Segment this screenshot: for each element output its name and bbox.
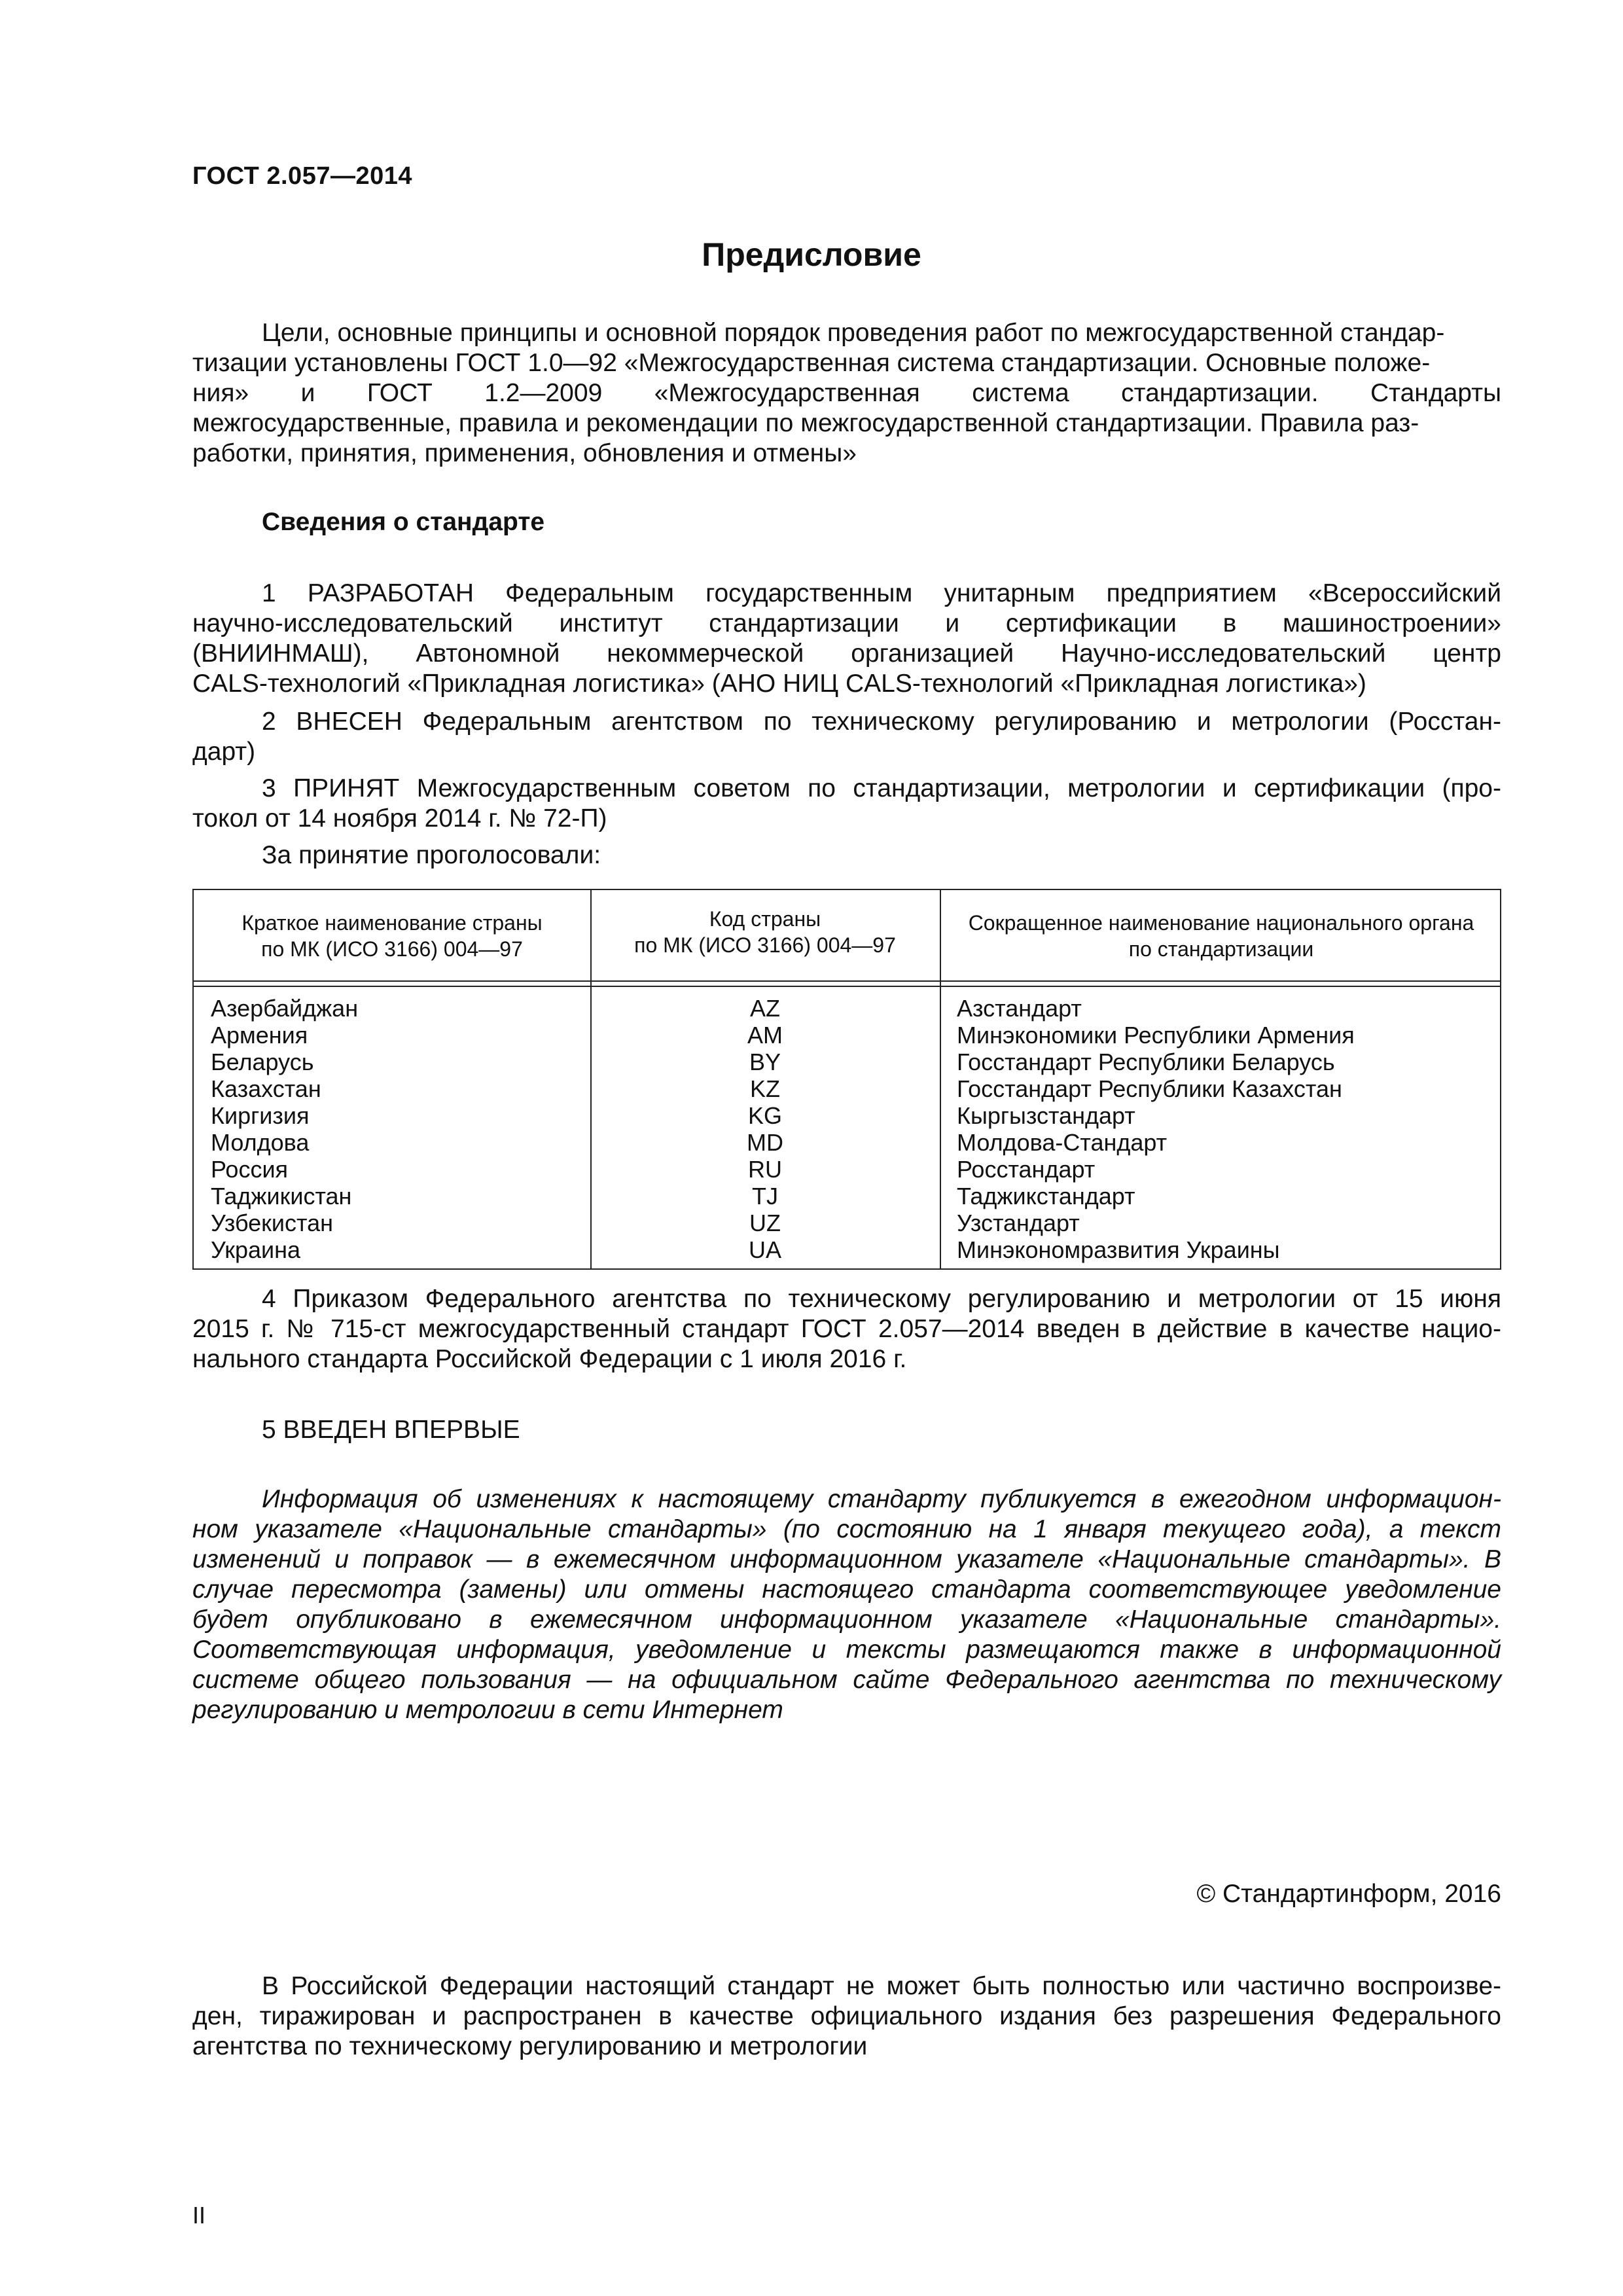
foreword-line: тизации установлены ГОСТ 1.0—92 «Межгосударственная система стандартизации. Основные положе- — [192, 349, 1431, 377]
foreword-paragraph — [192, 318, 1501, 469]
table-row: Узбекистан UZ Узстандарт — [211, 1210, 1080, 1236]
table-row: Таджикистан TJ Таджикстандарт — [211, 1183, 1135, 1210]
legal-paragraph — [192, 1971, 1501, 2062]
info-line: 4 Приказом Федерального агентства по техническому регулированию и метрологии от 15 июня — [262, 1285, 1501, 1313]
table-header-body: Сокращенное наименование национального органа по стандартизации — [968, 911, 1474, 961]
info-line: 2015 г. № 715-ст межгосударственный стандарт ГОСТ 2.057—2014 введен в действие в качестве нацио- — [192, 1315, 1501, 1343]
info-line: 1 РАЗРАБОТАН Федеральным государственным унитарным предприятием «Всероссийский — [262, 579, 1501, 607]
info-item-1 — [192, 579, 1501, 699]
foreword-line: Цели, основные принципы и основной порядок проведения работ по межгосударственной стандар- — [262, 319, 1445, 347]
table-header-code: Код страны по МК (ИСО 3166) 004—97 — [634, 907, 896, 957]
notice-paragraph — [192, 1484, 1501, 1725]
voted-line: За принятие проголосовали: — [262, 841, 601, 869]
table-header-separator — [194, 980, 1500, 982]
table-row: Казахстан KZ Госстандарт Республики Казахстан — [211, 1075, 1342, 1102]
info-item-2 — [192, 707, 1501, 767]
info-line: 2 ВНЕСЕН Федеральным агентством по техническому регулированию и метрологии (Росстан- — [262, 708, 1501, 736]
info-line: нального стандарта Российской Федерации с 1 июля 2016 г. — [192, 1345, 907, 1373]
notice-line: Информация об изменениях к настоящему стандарту публикуется в ежегодном информацион- — [262, 1485, 1501, 1513]
table-row: Россия RU Росстандарт — [211, 1156, 1096, 1183]
info-line: токол от 14 ноября 2014 г. № 72-П) — [192, 804, 607, 833]
table-header-country: Краткое наименование страны по МК (ИСО 3166) 004—97 — [241, 911, 543, 961]
notice-line: системе общего пользования — на официальном сайте Федерального агентства по техническому — [192, 1666, 1501, 1694]
voting-table — [192, 889, 1501, 1270]
notice-line: регулированию и метрологии в сети Интернет — [192, 1696, 783, 1724]
info-item-5: 5 ВВЕДЕН ВПЕРВЫЕ — [262, 1416, 520, 1444]
info-line: (ВНИИНМАШ), Автономной некоммерческой организацией Научно-исследовательский центр — [192, 639, 1501, 668]
foreword-line: ния» и ГОСТ 1.2—2009 «Межгосударственная система стандартизации. Стандарты — [192, 379, 1501, 407]
section-heading: Сведения о стандарте — [262, 508, 545, 536]
table-row: Киргизия KG Кыргызстандарт — [211, 1102, 1135, 1129]
notice-line: случае пересмотра (замены) или отмены настоящего стандарта соответствующее уведомление — [192, 1575, 1501, 1604]
info-line: научно-исследовательский институт стандартизации и сертификации в машиностроении» — [192, 609, 1501, 637]
table-row: Армения AM Минэкономики Республики Армения — [211, 1022, 1355, 1049]
foreword-line: работки, принятия, применения, обновления и отмены» — [192, 439, 857, 467]
legal-line: агентства по техническому регулированию и метрологии — [192, 2032, 868, 2060]
table-row: Украина UA Минэкономразвития Украины — [211, 1236, 1280, 1263]
info-item-3 — [192, 774, 1501, 834]
table-row: Молдова MD Молдова-Стандарт — [211, 1129, 1168, 1156]
notice-line: изменений и поправок — в ежемесячном информационном указателе «Национальные стандарты». В — [192, 1545, 1501, 1573]
info-line: 3 ПРИНЯТ Межгосударственным советом по стандартизации, метрологии и сертификации (про- — [262, 774, 1501, 802]
foreword-line: межгосударственные, правила и рекомендации по межгосударственной стандартизации. Правила раз- — [192, 409, 1419, 437]
copyright: © Стандартинформ, 2016 — [1196, 1880, 1501, 1908]
document-code: ГОСТ 2.057—2014 — [192, 162, 412, 190]
page-number: II — [192, 2202, 206, 2229]
table-header-separator — [194, 986, 1500, 987]
page-title: Предисловие — [702, 236, 921, 273]
table-row: Беларусь BY Госстандарт Республики Беларусь — [211, 1049, 1335, 1075]
notice-line: будет опубликовано в ежемесячном информационном указателе «Национальные стандарты». — [192, 1605, 1501, 1634]
info-item-4 — [192, 1284, 1501, 1374]
notice-line: Соответствующая информация, уведомление и тексты размещаются также в информационной — [192, 1636, 1501, 1664]
info-line: дарт) — [192, 738, 256, 766]
legal-line: ден, тиражирован и распространен в качестве официального издания без разрешения Федерального — [192, 2002, 1501, 2030]
legal-line: В Российской Федерации настоящий стандарт не может быть полностью или частично воспроизве- — [262, 1972, 1501, 2000]
info-line: CALS-технологий «Прикладная логистика» (АНО НИЦ CALS-технологий «Прикладная логистика») — [192, 670, 1366, 698]
table-row: Азербайджан AZ Азстандарт — [211, 995, 1082, 1022]
notice-line: ном указателе «Национальные стандарты» (по состоянию на 1 января текущего года), а текст — [192, 1515, 1501, 1543]
table-body — [194, 995, 1500, 1263]
